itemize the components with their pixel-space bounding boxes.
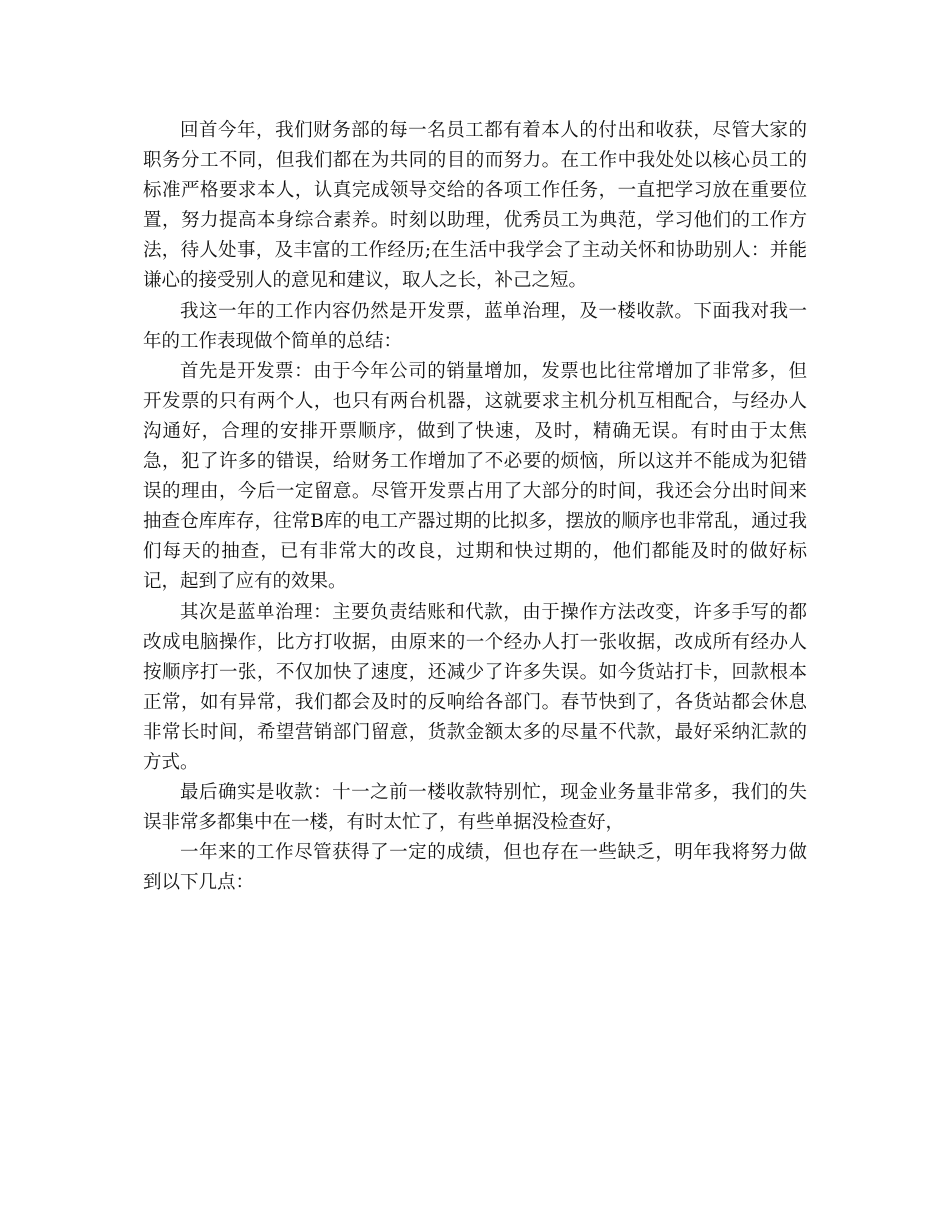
paragraph-next-year-plan: 一年来的工作尽管获得了一定的成绩，但也存在一些缺乏，明年我将努力做到以下几点： — [143, 842, 807, 894]
paragraph-invoicing: 首先是开发票：由于今年公司的销量增加，发票也比往常增加了非常多，但开发票的只有两个人，也只有两台机器，这就要求主机分机互相配合，与经办人沟通好，合理的安排开票顺序，做到了快速，及时，精确无误。有时由于太焦急，犯了许多的错误，给财务工作增加了不必要的烦恼，所以这并不能成为犯错误的理由，今后一定留意。尽管开发票占用了大部分的时间，我还会分出时间来抽查仓库库存，往常B库的电工产器过期的比拟多，摆放的顺序也非常乱，通过我们每天的抽查，已有非常大的改良，过期和快过期的，他们都能及时的做好标记，起到了应有的效果。 — [143, 360, 807, 593]
document-body — [143, 116, 807, 898]
paragraph-blue-slip-management: 其次是蓝单治理：主要负责结账和代款，由于操作方法改变，许多手写的都改成电脑操作，比方打收据，由原来的一个经办人打一张收据，改成所有经办人按顺序打一张，不仅加快了速度，还减少了许多失误。如今货站打卡，回款根本正常，如有异常，我们都会及时的反响给各部门。春节快到了，各货站都会休息非常长时间，希望营销部门留意，货款金额太多的尽量不代款，最好采纳汇款的方式。 — [143, 601, 807, 773]
paragraph-cash-collection: 最后确实是收款：十一之前一楼收款特别忙，现金业务量非常多，我们的失误非常多都集中在一楼，有时太忙了，有些单据没检查好， — [143, 782, 807, 834]
paragraph-work-content: 我这一年的工作内容仍然是开发票，蓝单治理，及一楼收款。下面我对我一年的工作表现做个简单的总结： — [143, 300, 807, 352]
paragraph-review: 回首今年，我们财务部的每一名员工都有着本人的付出和收获，尽管大家的职务分工不同，但我们都在为共同的目的而努力。在工作中我处处以核心员工的标准严格要求本人，认真完成领导交给的各项工作任务，一直把学习放在重要位置，努力提高本身综合素养。时刻以助理，优秀员工为典范，学习他们的工作方法，待人处事，及丰富的工作经历;在生活中我学会了主动关怀和协助别人：并能谦心的接受别人的意见和建议，取人之长，补己之短。 — [143, 120, 807, 292]
